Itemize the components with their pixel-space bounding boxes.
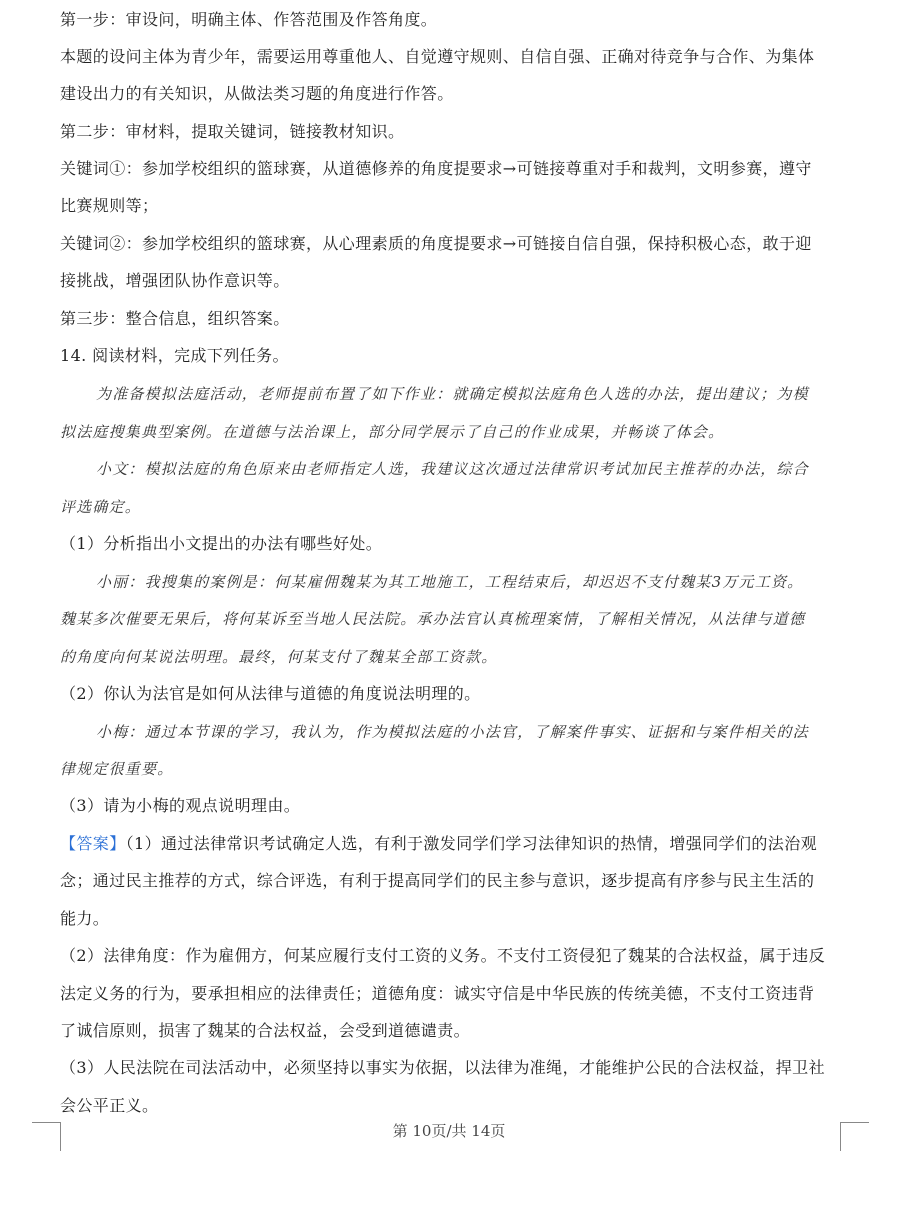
keyword1-line1: 关键词①：参加学校组织的篮球赛，从道德修养的角度提要求→可链接尊重对手和裁判，文明参赛，遵守	[60, 159, 812, 178]
answer-text: （1）通过法律常识考试确定人选，有利于激发同学们学习法律知识的热情，增强同学们的法治观	[125, 834, 817, 853]
answer3-line2: 会公平正义。	[60, 1096, 159, 1115]
subquestion-1: （1）分析指出小文提出的办法有哪些好处。	[60, 534, 383, 553]
answer2-line1: （2）法律角度：作为雇佣方，何某应履行支付工资的义务。不支付工资侵犯了魏某的合法权益，属于违反	[60, 946, 825, 965]
answer2-line3: 了诚信原则，损害了魏某的合法权益，会受到道德谴责。	[60, 1021, 471, 1040]
xiaoli-line3: 的角度向何某说法明理。最终，何某支付了魏某全部工资款。	[60, 648, 498, 666]
answer-tag: 【答案】	[60, 834, 126, 853]
step1-detail-line2: 建设出力的有关知识，从做法类习题的角度进行作答。	[60, 84, 454, 103]
answer2-line2: 法定义务的行为，要承担相应的法律责任；道德角度：诚实守信是中华民族的传统美德，不支付工资违背	[60, 984, 815, 1003]
page-footer: 第 10页/共 14页	[392, 1122, 506, 1140]
keyword1-line2: 比赛规则等；	[60, 196, 159, 215]
subquestion-2: （2）你认为法官是如何从法律与道德的角度说法明理的。	[60, 684, 481, 703]
material-intro-line1: 为准备模拟法庭活动，老师提前布置了如下作业：就确定模拟法庭角色人选的办法，提出建议；为模	[96, 385, 809, 403]
answer3-line1: （3）人民法院在司法活动中，必须坚持以事实为依据，以法律为准绳，才能维护公民的合法权益，捍卫社	[60, 1058, 825, 1077]
step2-text: 第二步：审材料，提取关键词，链接教材知识。	[60, 122, 405, 141]
xiaoli-line2: 魏某多次催要无果后，将何某诉至当地人民法院。承办法官认真梳理案情，了解相关情况，从法律与道德	[60, 610, 806, 628]
keyword2-line2: 接挑战，增强团队协作意识等。	[60, 271, 290, 290]
answer1-line3: 能力。	[60, 909, 110, 928]
material-intro-line2: 拟法庭搜集典型案例。在道德与法治课上，部分同学展示了自己的作业成果，并畅谈了体会。	[60, 423, 725, 441]
question-14-title: 14. 阅读材料，完成下列任务。	[60, 346, 289, 365]
subquestion-3: （3）请为小梅的观点说明理由。	[60, 796, 301, 815]
xiaowen-line1: 小文：模拟法庭的角色原来由老师指定人选，我建议这次通过法律常识考试加民主推荐的办法，综合	[96, 460, 809, 478]
keyword2-line1: 关键词②：参加学校组织的篮球赛，从心理素质的角度提要求→可链接自信自强，保持积极心态，敢于迎	[60, 234, 812, 253]
xiaomei-line1: 小梅：通过本节课的学习，我认为，作为模拟法庭的小法官，了解案件事实、证据和与案件相关的法	[96, 723, 809, 741]
step1-text: 第一步：审设问，明确主体、作答范围及作答角度。	[60, 10, 438, 29]
xiaomei-line2: 律规定很重要。	[60, 760, 174, 778]
step3-text: 第三步：整合信息，组织答案。	[60, 309, 290, 328]
answer1-line2: 念；通过民主推荐的方式，综合评选，有利于提高同学们的民主参与意识，逐步提高有序参与民主生活的	[60, 871, 815, 890]
xiaowen-line2: 评选确定。	[60, 498, 142, 516]
xiaoli-line1: 小丽：我搜集的案例是：何某雇佣魏某为其工地施工，工程结束后，却迟迟不支付魏某3万元工资。	[96, 573, 804, 591]
step1-detail-line1: 本题的设问主体为青少年，需要运用尊重他人、自觉遵守规则、自信自强、正确对待竞争与合作、为集体	[60, 47, 815, 66]
answer-line1	[60, 834, 840, 854]
